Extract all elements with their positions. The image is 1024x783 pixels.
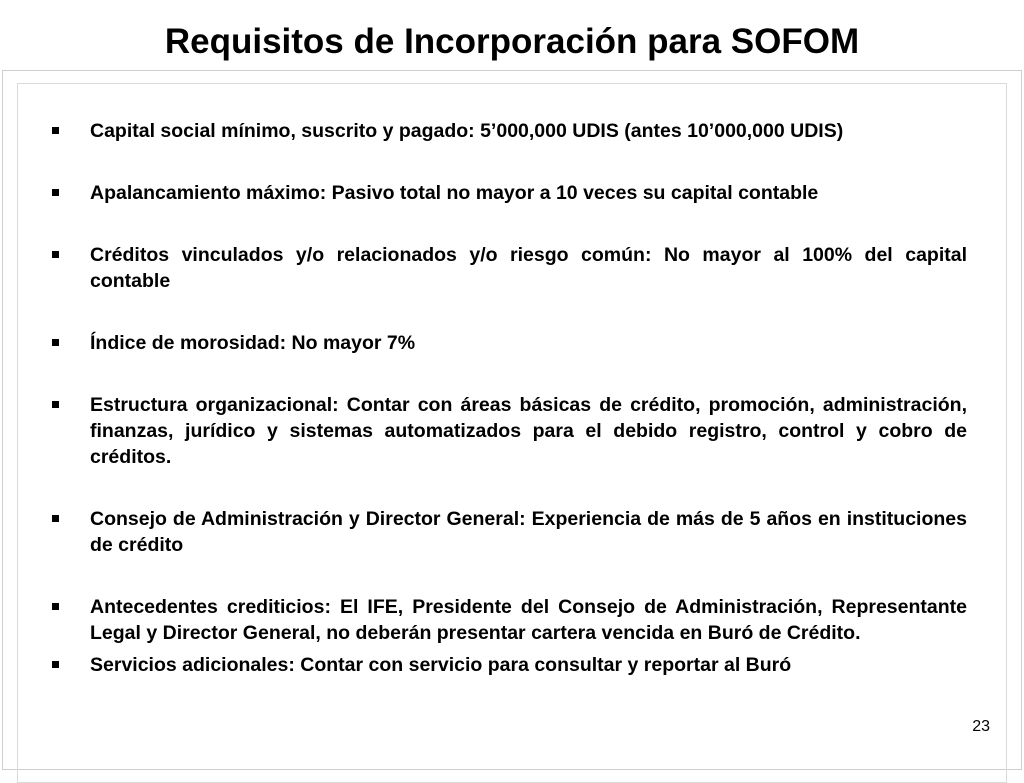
page-number: 23: [972, 718, 990, 735]
square-bullet-icon: [52, 661, 59, 668]
bullet-item-indice-morosidad: [50, 330, 967, 356]
bullet-text: Índice de morosidad: No mayor 7%: [90, 332, 416, 354]
slide-title: Requisitos de Incorporación para SOFOM: [164, 22, 860, 61]
bullet-text: Créditos vinculados y/o relacionados y/o riesgo común: No mayor al 100% del capital contable: [90, 244, 967, 292]
square-bullet-icon: [52, 339, 59, 346]
bullet-text: Estructura organizacional: Contar con áreas básicas de crédito, promoción, administración, finanzas, jurídico y sistemas automatizados para el debido registro, control y cobro de créditos.: [90, 394, 967, 468]
square-bullet-icon: [52, 515, 59, 522]
square-bullet-icon: [52, 401, 59, 408]
bullet-item-capital-social: [50, 118, 967, 144]
bullet-text: Antecedentes crediticios: El IFE, Presidente del Consejo de Administración, Representante Legal y Director General, no deberán presentar cartera vencida en Buró de Crédito.: [90, 596, 967, 644]
square-bullet-icon: [52, 603, 59, 610]
bullet-item-servicios-adicionales: [50, 652, 967, 678]
bullet-item-consejo-administracion: [50, 506, 967, 558]
bullet-item-estructura-organizacional: [50, 392, 967, 470]
bullet-item-antecedentes-crediticios: [50, 594, 967, 646]
bullet-list: [50, 118, 967, 714]
bullet-text: Consejo de Administración y Director General: Experiencia de más de 5 años en instituciones de crédito: [90, 508, 967, 556]
square-bullet-icon: [52, 251, 59, 258]
bullet-text: Servicios adicionales: Contar con servicio para consultar y reportar al Buró: [90, 654, 792, 676]
bullet-item-creditos-vinculados: [50, 242, 967, 294]
bullet-text: Apalancamiento máximo: Pasivo total no mayor a 10 veces su capital contable: [90, 182, 819, 204]
square-bullet-icon: [52, 127, 59, 134]
bullet-item-apalancamiento: [50, 180, 967, 206]
square-bullet-icon: [52, 189, 59, 196]
bullet-text: Capital social mínimo, suscrito y pagado: 5’000,000 UDIS (antes 10’000,000 UDIS): [90, 120, 844, 142]
